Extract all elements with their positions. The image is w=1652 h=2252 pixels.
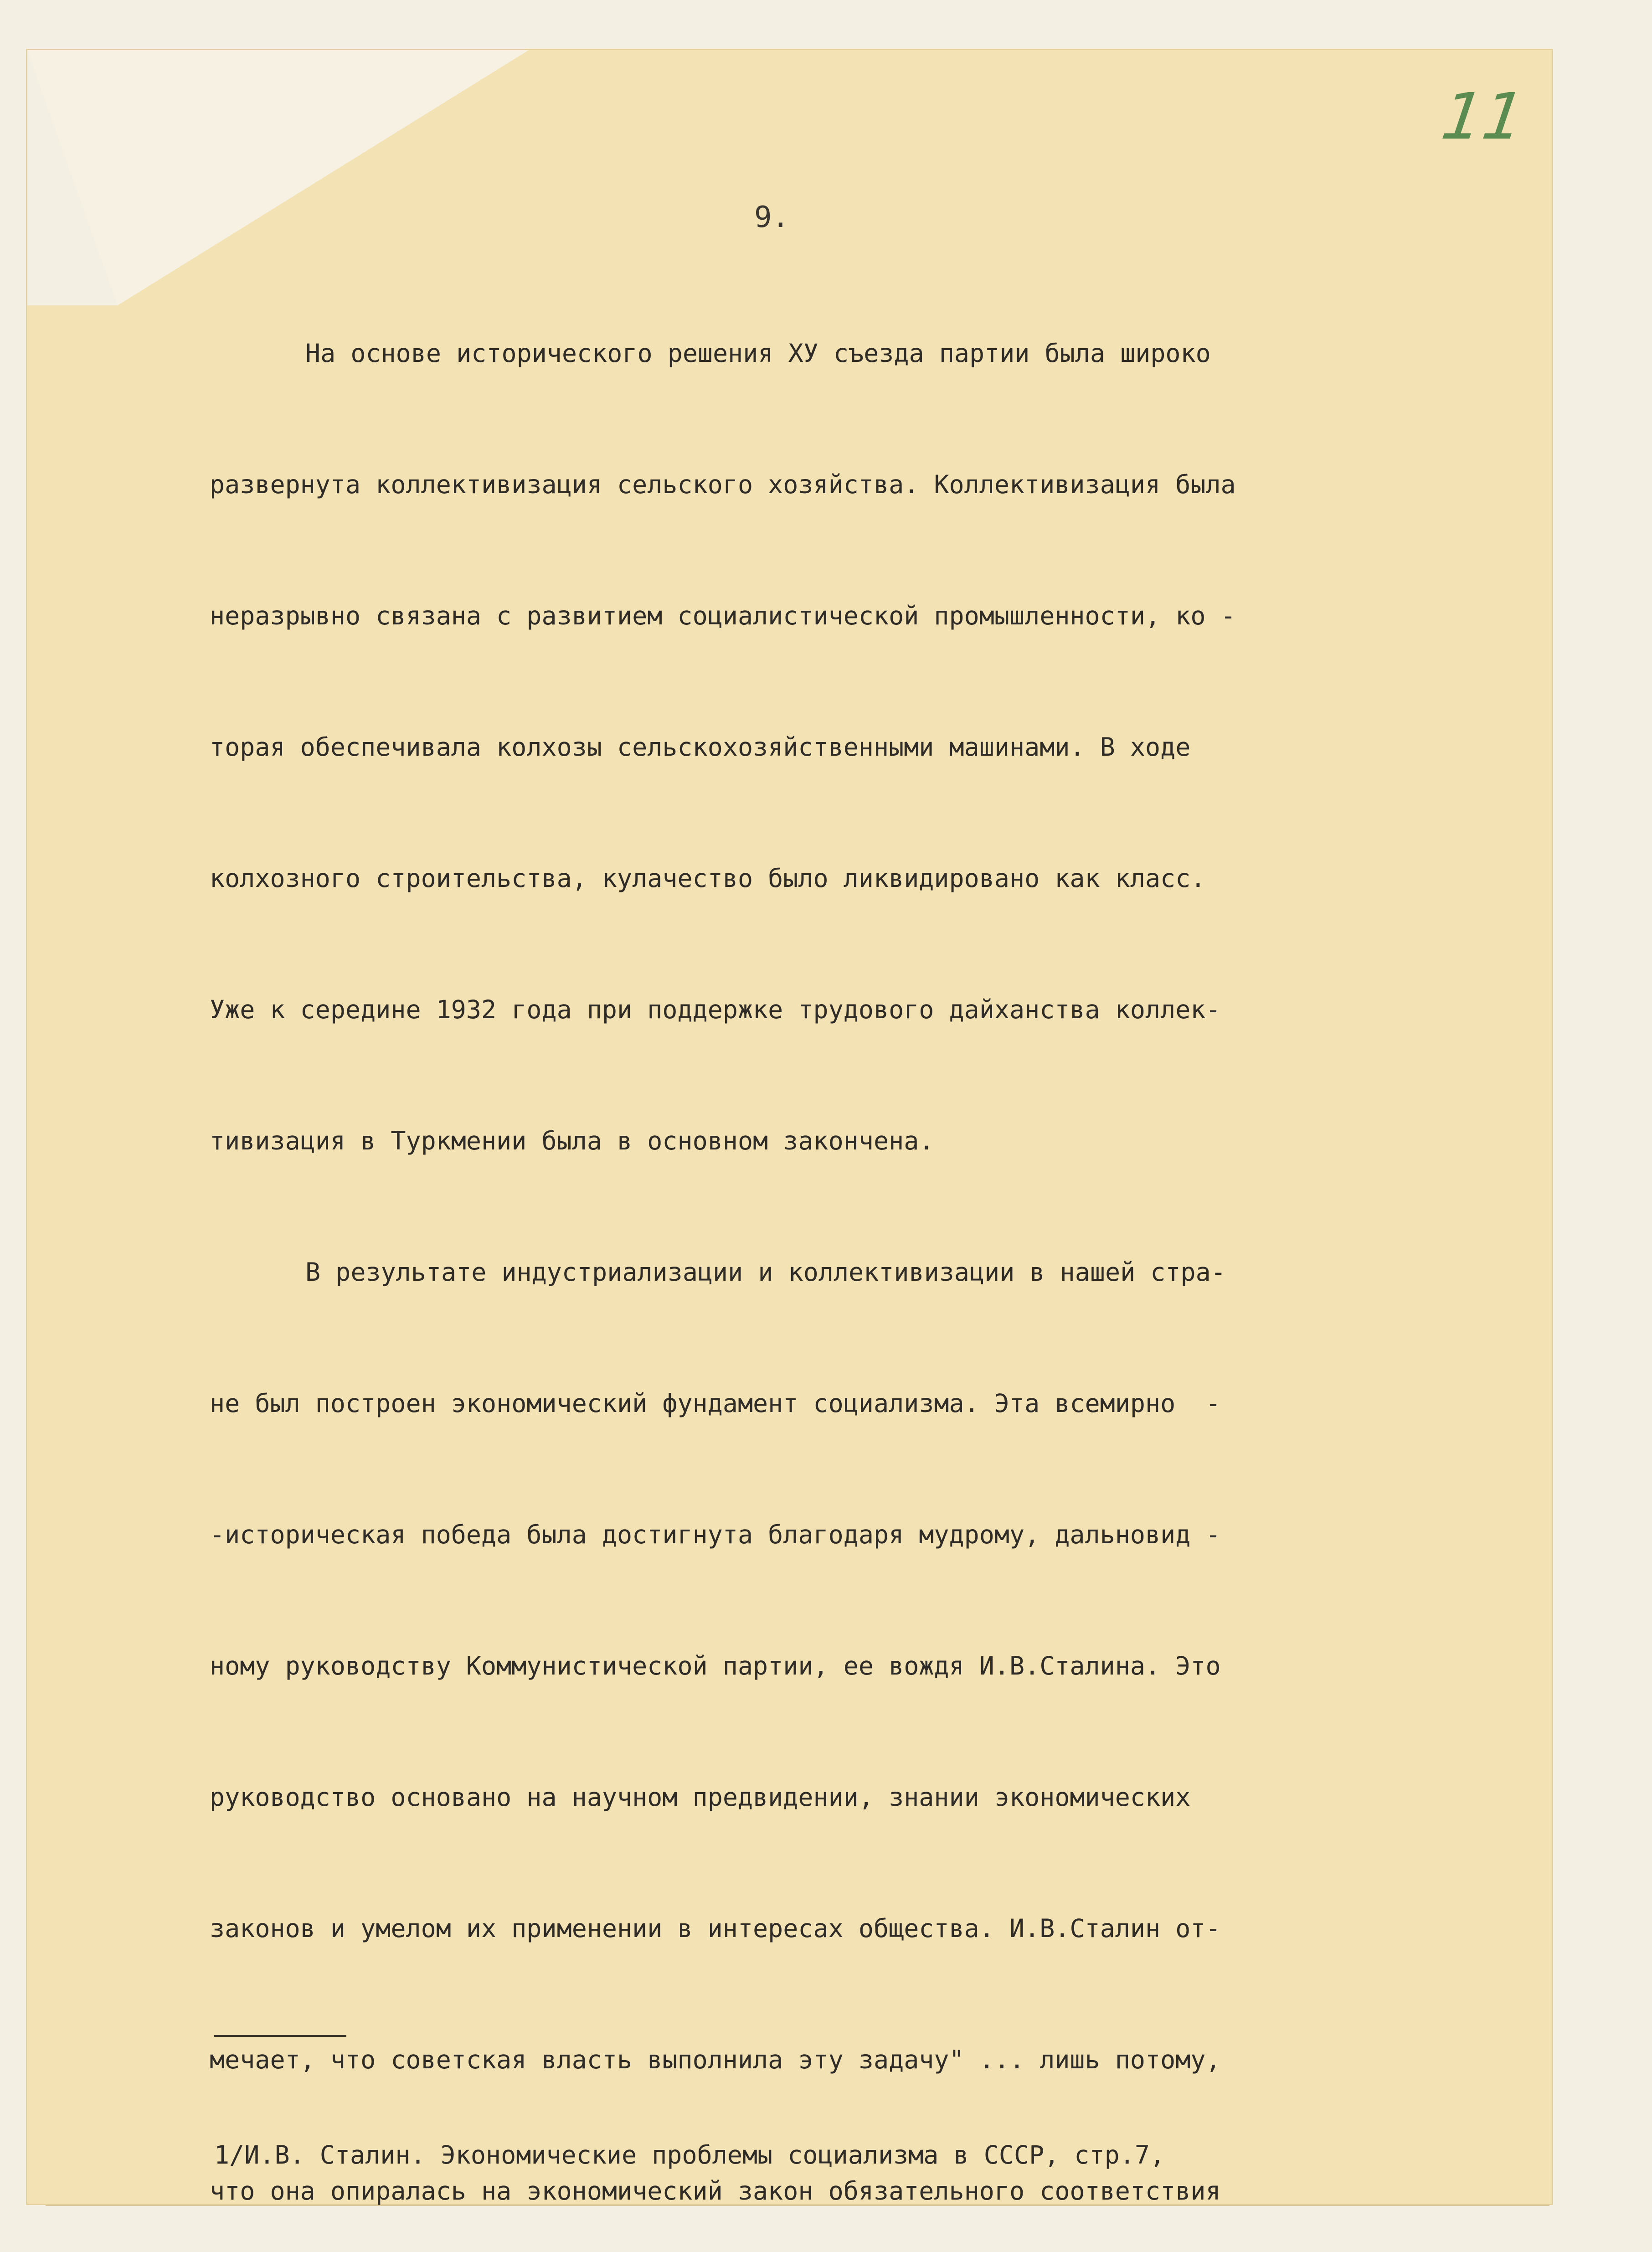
text-line: законов и умелом их применении в интересах общества. И.В.Сталин от- [210,1914,1221,1943]
text-line: неразрывно связана с развитием социалистической промышленности, ко - [210,601,1236,630]
text-line: тивизация в Туркмении была в основном закончена. [210,1126,934,1155]
text-line: мечает, что советская власть выполнила эту задачу" ... лишь потому, [210,2045,1221,2074]
footnote-rule [214,2035,346,2037]
text-line: Уже к середине 1932 года при поддержке трудового дайханства коллек- [210,995,1221,1024]
footnote [214,2046,1165,2252]
text-line: колхозного строительства, кулачество было ликвидировано как класс. [210,864,1206,893]
text-line: что она опиралась на экономический закон обязательного соответствия [210,2176,1221,2206]
typed-page-number: 9. [754,201,790,234]
body-text [210,244,1486,2252]
text-line: ному руководству Коммунистической партии, ее вождя И.В.Сталина. Это [210,1651,1221,1680]
text-line: -историческая победа была достигнута благодаря мудрому, дальновид - [210,1520,1221,1549]
text-line: не был построен экономический фундамент социализма. Эта всемирно - [210,1389,1221,1418]
text-line: В результате индустриализации и коллективизации в нашей стра- [305,1257,1226,1287]
footnote-line: 1/И.В. Сталин. Экономические проблемы социализма в СССР, стр.7, [214,2140,1165,2170]
archive-page-number: 11 [1437,80,1529,154]
text-line: развернута коллективизация сельского хозяйства. Коллективизация была [210,470,1236,499]
text-line: торая обеспечивала колхозы сельскохозяйственными машинами. В ходе [210,732,1191,762]
text-line: руководство основано на научном предвидении, знании экономических [210,1783,1191,1812]
text-line: На основе исторического решения XУ съезда партии была широко [305,339,1211,368]
